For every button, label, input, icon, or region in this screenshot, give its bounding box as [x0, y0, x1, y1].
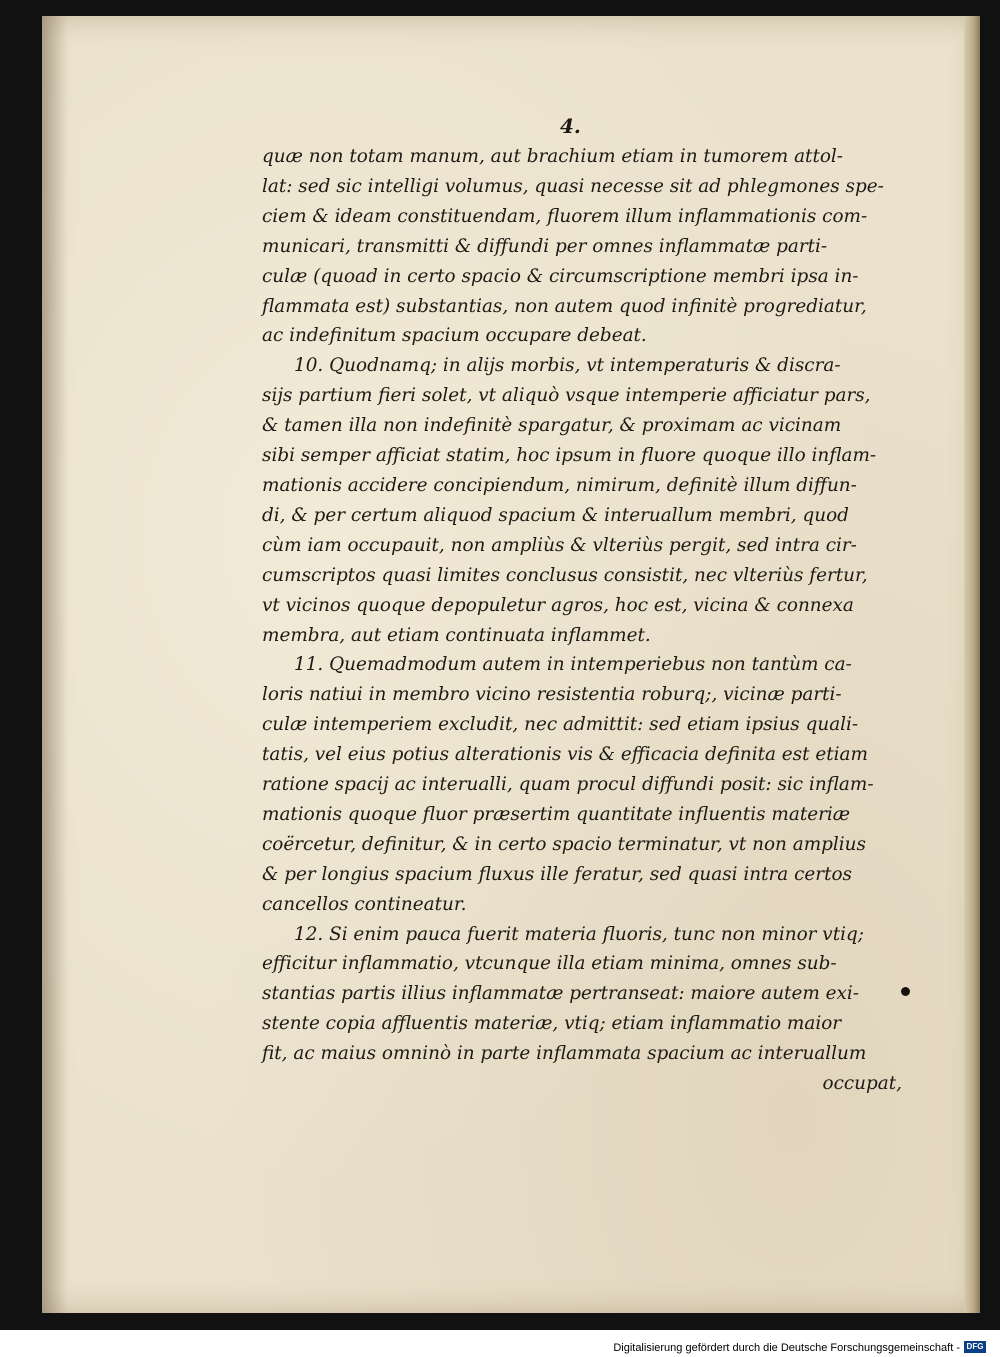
- text-line: ratione spacij ac interualli, quam procul diffundi posit: sic inflam-: [262, 774, 874, 796]
- text-line: tatis, vel eius potius alterationis vis & efficacia definita est etiam: [262, 744, 868, 766]
- page-edge: [964, 16, 980, 1313]
- body-text: [262, 142, 902, 1099]
- page-number: 4.: [560, 114, 581, 138]
- catchword: occupat,: [822, 1073, 902, 1095]
- text-line: culæ intemperiem excludit, nec admittit: sed etiam ipsius quali-: [262, 714, 859, 736]
- text-line: flammata est) substantias, non autem quod infinitè progrediatur,: [262, 295, 867, 317]
- text-line: ciem & ideam constituendam, fluorem illum inflammationis com-: [262, 205, 868, 227]
- text-line: sijs partium fieri solet, vt aliquò vsque intemperie afficiatur pars,: [262, 385, 871, 407]
- text-line: & per longius spacium fluxus ille feratur, sed quasi intra certos: [262, 863, 852, 885]
- text-line: mationis accidere concipiendum, nimirum, definitè illum diffun-: [262, 474, 857, 496]
- gutter-shadow: [42, 16, 68, 1313]
- paragraph-11-start: 11. Quemadmodum autem in intemperiebus non tantùm ca-: [294, 654, 852, 676]
- text-line: coërcetur, definitur, & in certo spacio terminatur, vt non amplius: [262, 833, 866, 855]
- text-line: cùm iam occupauit, non ampliùs & vlteriùs pergit, sed intra cir-: [262, 534, 857, 556]
- text-line: ac indefinitum spacium occupare debeat.: [262, 325, 647, 347]
- text-line: quæ non totam manum, aut brachium etiam in tumorem attol-: [262, 146, 844, 167]
- text-line: & tamen illa non indefinitè spargatur, & proximam ac vicinam: [262, 415, 842, 437]
- text-line: stantias partis illius inflammatæ pertranseat: maiore autem exi-: [262, 983, 859, 1005]
- text-line: culæ (quoad in certo spacio & circumscriptione membri ipsa in-: [262, 265, 859, 287]
- funding-credit: Digitalisierung gefördert durch die Deutsche Forschungsgemeinschaft -: [613, 1342, 960, 1354]
- text-line: vt vicinos quoque depopuletur agros, hoc est, vicina & connexa: [262, 594, 854, 616]
- text-line: membra, aut etiam continuata inflammet.: [262, 624, 651, 646]
- text-line: efficitur inflammatio, vtcunque illa etiam minima, omnes sub-: [262, 953, 837, 975]
- text-line: municari, transmitti & diffundi per omnes inflammatæ parti-: [262, 235, 828, 257]
- text-line: fit, ac maius omninò in parte inflammata spacium ac interuallum: [262, 1043, 867, 1065]
- text-line: lat: sed sic intelligi volumus, quasi necesse sit ad phlegmones spe-: [262, 175, 884, 197]
- text-line: loris natiui in membro vicino resistentia roburq;, vicinæ parti-: [262, 684, 842, 706]
- dfg-logo: DFG: [964, 1341, 986, 1353]
- text-line: cumscriptos quasi limites conclusus consistit, nec vlteriùs fertur,: [262, 564, 868, 586]
- text-line: stente copia affluentis materiæ, vtiq; etiam inflammatio maior: [262, 1013, 842, 1035]
- text-line: sibi semper afficiat statim, hoc ipsum in fluore quoque illo inflam-: [262, 445, 877, 467]
- text-line: mationis quoque fluor præsertim quantitate influentis materiæ: [262, 803, 851, 825]
- text-line: cancellos contineatur.: [262, 893, 467, 915]
- paragraph-10-start: 10. Quodnamq; in alijs morbis, vt intemperaturis & discra-: [294, 355, 841, 377]
- ink-dot-mark: [901, 987, 910, 996]
- text-line: di, & per certum aliquod spacium & interuallum membri, quod: [262, 504, 849, 526]
- paragraph-12-start: 12. Si enim pauca fuerit materia fluoris, tunc non minor vtiq;: [294, 923, 864, 945]
